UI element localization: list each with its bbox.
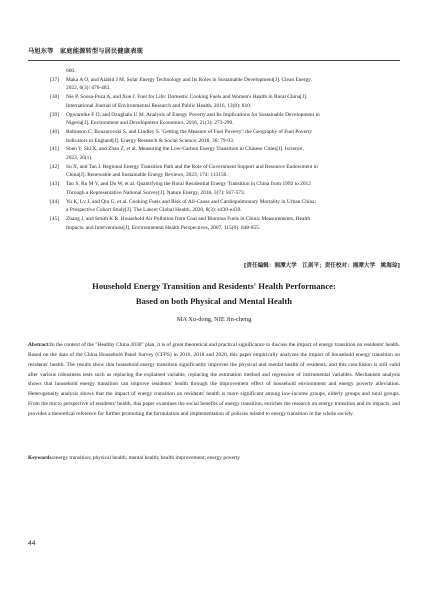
reference-text: Ogwumike F O, and Ozughalu U M. Analysis of Energy Poverty and Its Implications for Sustainable Development in bbox=[66, 111, 320, 118]
keywords-text: energy transition; physical health; mental health; health improvement; energy poverty bbox=[53, 455, 240, 461]
reference-text: Yu K, Lv J, and Qiu G, et al. Cooking Fuels and Risk of All-Cause and Cardiopulmonary Mortality in Urban China: bbox=[66, 198, 317, 205]
reference-item bbox=[28, 93, 400, 102]
english-keywords bbox=[28, 455, 400, 461]
reference-number: [37] bbox=[50, 76, 59, 83]
reference-text-continued: 2022, 6(3): 476-483. bbox=[66, 85, 111, 92]
abstract-text: In the context of the "Healthy China 2030" plan, it is of great theoretical and practical significance to discuss the impact of energy transition on residents' health. Based on the data of the China Household Panel Survey (CFPS) in 2016, 2018 and 2020, this paper empirically analyzes the impact of household energy transition on residents' health. The results show that household energy transition significantly improves the physical and mental health of residents, and this conclusion is still valid after various robustness tests such as replacing the explained variable, replacing the estimation method and regression of instrumental variables. Mechanism analysis shows that household energy transition can improve residents' health through the improvement effect of household environment and energy poverty alleviation. Heterogeneity analysis shows that the impact of energy transition on residents' health is more significant among low-income groups, elderly groups and rural groups. From the micro perspective of residents' health, this paper examines the social benefits of energy transition, enriches the research on energy transition and its impacts, and provides a theoretical reference for further promoting the formulation and implementation of policies related to energy transition in the whole society. bbox=[28, 342, 400, 417]
reference-text: Nie P, Sousa-Poza A, and Xue J. Fuel for Life: Domestic Cooking Fuels and Women's Health in Rural China[J]. bbox=[66, 94, 308, 101]
reference-text-continued: 2023, 26(1). bbox=[66, 155, 93, 162]
reference-number: [38] bbox=[50, 94, 59, 101]
reference-item bbox=[28, 76, 400, 85]
header-rule bbox=[28, 60, 400, 61]
reference-number: [41] bbox=[50, 146, 59, 153]
reference-continuation: 660. bbox=[66, 68, 76, 74]
editor-credit-line: [责任编辑：湘潭大学 江剑平；责任校对：湘潭大学 姚海琮] bbox=[243, 263, 400, 269]
running-header: 马旭东等 家庭能源转型与居民健康表现 bbox=[28, 48, 143, 55]
reference-item bbox=[28, 128, 400, 137]
reference-text-continued: China[J]. Renewable and Sustainable Energy Reviews, 2023, 174: 113150. bbox=[66, 172, 228, 179]
reference-item bbox=[28, 180, 400, 189]
reference-text-continued: International Journal of Environmental Research and Public Health, 2016, 13(8): 810. bbox=[66, 102, 252, 109]
reference-item bbox=[28, 163, 400, 172]
reference-number: [43] bbox=[50, 181, 59, 188]
reference-text-continued: a Prospective Cohort Study[J]. The Lancet Global Health, 2020, 8(3): e430-e439. bbox=[66, 207, 242, 214]
reference-number: [42] bbox=[50, 163, 59, 170]
english-title bbox=[28, 279, 400, 309]
reference-text: Su X, and Tan J. Regional Energy Transition Path and the Role of Government Support and Resource Endowment in bbox=[66, 163, 318, 170]
reference-text: Maka A O, and Alabid J M. Solar Energy Technology and Its Roles in Sustainable Development[J]. Clean Energy, bbox=[66, 76, 312, 83]
reference-text: Tao S, Ru M Y, and Du W, et al. Quantifying the Rural Residential Energy Transition in China from 1992 to 2012 bbox=[66, 181, 311, 188]
reference-item bbox=[28, 111, 400, 120]
page-number: 44 bbox=[28, 540, 36, 547]
reference-text-continued: Impacts, and Interventions[J]. Environmental Health Perspectives, 2007, 115(6): 848-855. bbox=[66, 224, 261, 231]
keywords-label: Keywords: bbox=[28, 455, 54, 461]
reference-text-continued: Indicators in England[J]. Energy Research & Social Science, 2018, 36: 79-93. bbox=[66, 137, 235, 144]
reference-number: [44] bbox=[50, 198, 59, 205]
reference-item bbox=[28, 145, 400, 154]
reference-number: [40] bbox=[50, 128, 59, 135]
reference-text: Robinson C, Bouzarovski S, and Lindley S. 'Getting the Measure of Fuel Poverty': the Geography of Fuel Poverty bbox=[66, 128, 312, 135]
reference-number: [39] bbox=[50, 111, 59, 118]
english-authors: MA Xu-dong, NIE Jin-cheng bbox=[176, 316, 252, 323]
abstract-label: Abstract: bbox=[28, 342, 51, 348]
reference-item bbox=[28, 198, 400, 207]
reference-list bbox=[28, 67, 400, 232]
reference-text: Shen Y, Shi X, and Zhao Z, et al. Measuring the Low-Carbon Energy Transition in Chinese Cities[J]. Iscience, bbox=[66, 146, 304, 153]
english-title-line-1: Household Energy Transition and Residents' Health Performance: bbox=[92, 281, 336, 291]
english-abstract bbox=[28, 341, 400, 420]
reference-text-continued: Through a Representative National Survey[J]. Nature Energy, 2018, 3(7): 567-573. bbox=[66, 189, 246, 196]
reference-text-continued: Nigeria[J]. Environment and Development Economics, 2016, 21(3): 273-290. bbox=[66, 120, 234, 127]
english-title-line-2: Based on both Physical and Mental Health bbox=[135, 296, 293, 306]
reference-text: Zhang J, and Smith K R. Household Air Pollution from Coal and Biomass Fuels in China: Measurements, Health bbox=[66, 215, 311, 222]
reference-item bbox=[28, 215, 400, 224]
reference-items bbox=[28, 76, 400, 233]
reference-number: [45] bbox=[50, 215, 59, 222]
